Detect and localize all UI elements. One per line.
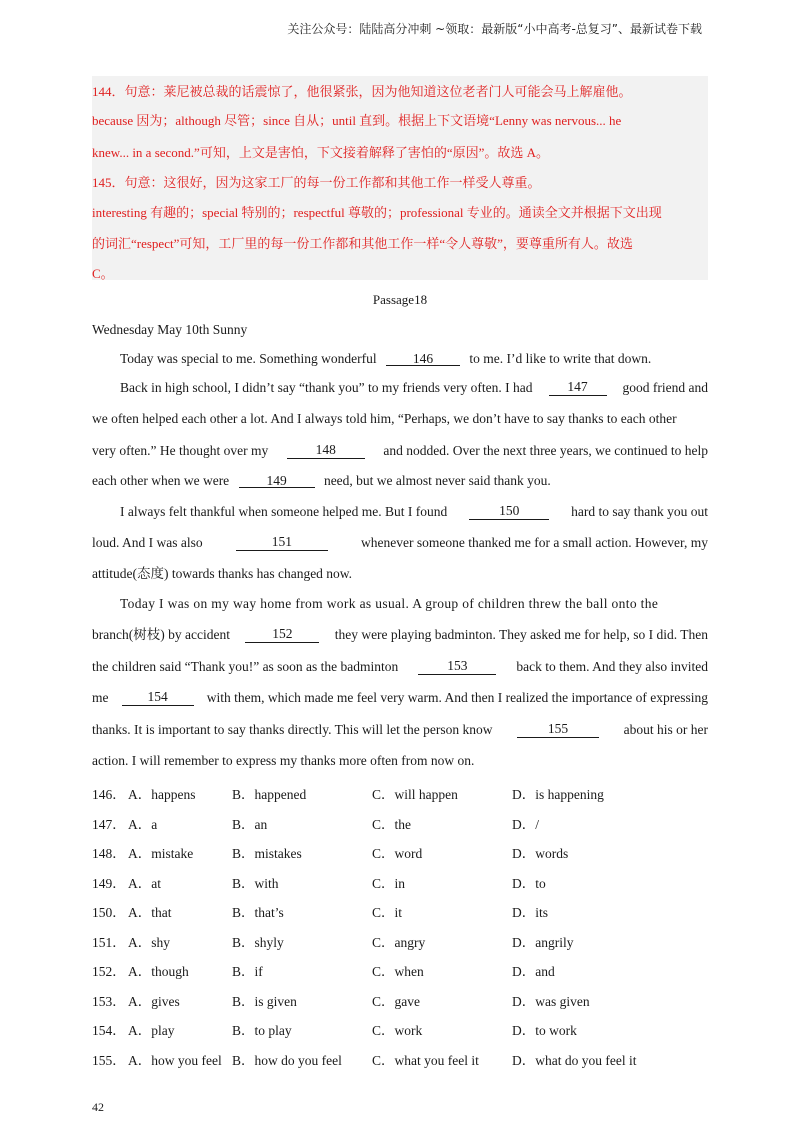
option-c[interactable]: C．when xyxy=(372,964,424,979)
option-a[interactable]: A．though xyxy=(128,964,189,979)
option-d[interactable]: D．to xyxy=(512,876,546,891)
option-b[interactable]: B．an xyxy=(232,817,268,832)
passage-line: each other when we were 149 need, but we almost never said thank you. xyxy=(92,473,551,488)
blank-150[interactable]: 150 xyxy=(469,504,549,520)
passage-line: me 154 with them, which made me feel very warm. And then I realized the importance of expressing xyxy=(92,689,708,705)
option-d[interactable]: D．angrily xyxy=(512,935,574,950)
option-b[interactable]: B．that’s xyxy=(232,905,284,920)
option-c[interactable]: C．the xyxy=(372,817,411,832)
passage-line: thanks. It is important to say thanks directly. This will let the person know 155 about his or her xyxy=(92,721,708,737)
passage-line: Today I was on my way home from work as usual. A group of children threw the ball onto the xyxy=(120,596,659,611)
passage-line: we often helped each other a lot. And I always told him, “Perhaps, we don’t have to say thanks to each other xyxy=(92,411,677,426)
blank-146[interactable]: 146 xyxy=(386,352,460,366)
answer-144-conclusion: knew... in a second.”可知，上文是害怕，下文接着解释了害怕的“原因”。故选 A。 xyxy=(92,145,549,160)
passage-title: Passage18 xyxy=(372,292,428,307)
option-c[interactable]: C．in xyxy=(372,876,406,891)
option-d[interactable]: D．its xyxy=(512,905,549,920)
page-header: 关注公众号：陆陆高分冲刺 ~领取：最新版“小中高考-总复习”、最新试卷下载 xyxy=(287,22,702,36)
option-a[interactable]: A．how you feel xyxy=(128,1053,222,1068)
option-a[interactable]: A．play xyxy=(128,1023,175,1038)
option-b[interactable]: B．shyly xyxy=(232,935,284,950)
option-d[interactable]: D．what do you feel it xyxy=(512,1053,637,1068)
option-c[interactable]: C．gave xyxy=(372,994,420,1009)
page-number: 42 xyxy=(92,1100,104,1114)
option-b[interactable]: B．to play xyxy=(232,1023,292,1038)
option-a[interactable]: A．at xyxy=(128,876,161,891)
option-b[interactable]: B．happened xyxy=(232,787,307,802)
passage-line: I always felt thankful when someone helped me. But I found 150 hard to say thank you out xyxy=(120,503,708,519)
passage-line: very often.” He thought over my 148 and nodded. Over the next three years, we continued to help xyxy=(92,442,708,458)
answer-145-explanation: interesting 有趣的；special 特别的；respectful 尊敬的；professional 专业的。通读全文并根据下文出现 xyxy=(92,205,662,220)
blank-149[interactable]: 149 xyxy=(239,474,315,488)
option-b[interactable]: B．with xyxy=(232,876,279,891)
answer-145-reasoning: 的词汇“respect”可知，工厂里的每一份工作都和其他工作一样“令人尊敬”，要尊重所有人。故选 xyxy=(92,236,633,251)
passage-line: loud. And I was also 151 whenever someone thanked me for a small action. However, my xyxy=(92,534,708,550)
option-a[interactable]: A．a xyxy=(128,817,158,832)
option-b[interactable]: B．is given xyxy=(232,994,297,1009)
option-c[interactable]: C．what you feel it xyxy=(372,1053,479,1068)
option-a[interactable]: A．mistake xyxy=(128,846,194,861)
option-c[interactable]: C．word xyxy=(372,846,423,861)
option-d[interactable]: D．was given xyxy=(512,994,590,1009)
blank-152[interactable]: 152 xyxy=(245,627,319,643)
option-c[interactable]: C．it xyxy=(372,905,403,920)
option-d[interactable]: D．to work xyxy=(512,1023,577,1038)
answer-144-sentence: 144．句意：莱尼被总裁的话震惊了，他很紧张，因为他知道这位老者门人可能会马上解雇他。 xyxy=(92,84,632,99)
diary-date-line: Wednesday May 10th Sunny xyxy=(92,322,248,337)
option-b[interactable]: B．if xyxy=(232,964,263,979)
passage-line: the children said “Thank you!” as soon as the badminton 153 back to them. And they also invited xyxy=(92,658,708,674)
passage-line: Back in high school, I didn’t say “thank you” to my friends very often. I had 147 good friend and xyxy=(120,379,708,395)
option-b[interactable]: B．how do you feel xyxy=(232,1053,342,1068)
blank-153[interactable]: 153 xyxy=(418,659,496,675)
option-a[interactable]: A．gives xyxy=(128,994,180,1009)
passage-line: action. I will remember to express my thanks more often from now on. xyxy=(92,753,475,768)
passage-line: Today was special to me. Something wonderful 146 to me. I’d like to write that down. xyxy=(120,351,652,366)
option-a[interactable]: A．shy xyxy=(128,935,171,950)
option-d[interactable]: D．/ xyxy=(512,817,539,832)
option-a[interactable]: A．that xyxy=(128,905,172,920)
option-c[interactable]: C．angry xyxy=(372,935,426,950)
option-b[interactable]: B．mistakes xyxy=(232,846,302,861)
passage-line: branch(树枝) by accident 152 they were playing badminton. They asked me for help, so I did. Then xyxy=(92,626,708,642)
option-c[interactable]: C．work xyxy=(372,1023,423,1038)
blank-147[interactable]: 147 xyxy=(549,380,607,396)
blank-151[interactable]: 151 xyxy=(236,535,328,551)
passage-line: attitude(态度) towards thanks has changed now. xyxy=(92,566,353,581)
answer-145-conclusion: C。 xyxy=(92,266,114,281)
blank-154[interactable]: 154 xyxy=(122,690,194,706)
option-d[interactable]: D．words xyxy=(512,846,569,861)
option-a[interactable]: A．happens xyxy=(128,787,196,802)
answer-145-sentence: 145．句意：这很好，因为这家工厂的每一份工作都和其他工作一样受人尊重。 xyxy=(92,175,541,190)
answer-144-explanation: because 因为；although 尽管；since 自从；until 直到。根据上下文语境“Lenny was nervous... he xyxy=(92,113,622,128)
option-d[interactable]: D．and xyxy=(512,964,555,979)
blank-155[interactable]: 155 xyxy=(517,722,599,738)
option-c[interactable]: C．will happen xyxy=(372,787,458,802)
blank-148[interactable]: 148 xyxy=(287,443,365,459)
option-d[interactable]: D．is happening xyxy=(512,787,604,802)
